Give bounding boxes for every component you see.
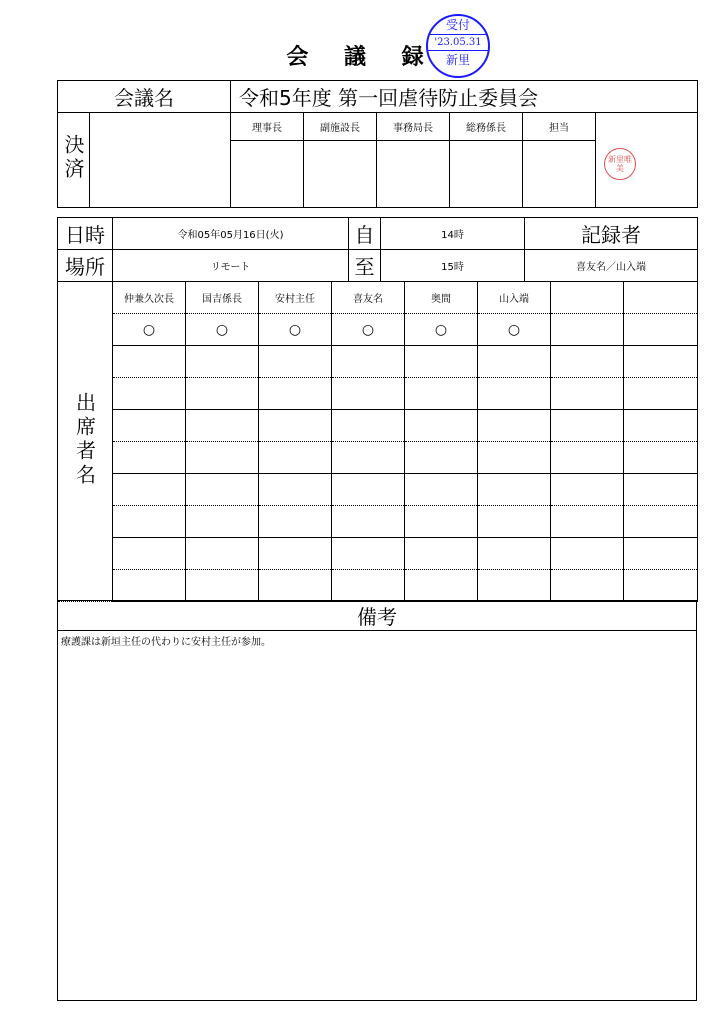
- attendance-mark: ○: [113, 314, 186, 346]
- attendance-mark: ○: [186, 314, 259, 346]
- to-label: 至: [349, 250, 381, 282]
- blank-row: [58, 538, 698, 570]
- recorder-label: 記録者: [525, 218, 698, 250]
- meeting-approval-table: [57, 80, 698, 208]
- approval-box-deputy: [304, 141, 377, 208]
- blank-row: [58, 506, 698, 538]
- place-value: リモート: [113, 250, 349, 282]
- attendees-label: 出席者名: [72, 391, 97, 488]
- attendees-table: [57, 281, 698, 602]
- attendee-name: 山入端: [478, 282, 551, 314]
- stamp-bottom: 新里: [445, 53, 470, 67]
- blank-row: [58, 570, 698, 602]
- approval-label-cell: [58, 113, 90, 208]
- approval-blank: [90, 113, 231, 208]
- attendance-mark: ○: [332, 314, 405, 346]
- recorder-value: 喜友名／山入端: [525, 250, 698, 282]
- date-label: 日時: [58, 218, 113, 250]
- approval-box-chairman: [231, 141, 304, 208]
- remarks-text: 療護課は新垣主任の代わりに安村主任が参加。: [58, 631, 697, 1001]
- meeting-name-label: 会議名: [58, 81, 231, 113]
- blank-row: [58, 474, 698, 506]
- approval-seal-cell: [596, 113, 698, 208]
- from-label: 自: [349, 218, 381, 250]
- blank-row: [58, 442, 698, 474]
- attendance-mark: [624, 314, 698, 346]
- remarks-table: [57, 600, 697, 1001]
- from-value: 14時: [381, 218, 525, 250]
- remarks-label: 備考: [58, 601, 697, 631]
- approval-col-general-affairs: 総務係長: [450, 113, 523, 141]
- approval-label: 決済: [61, 134, 85, 182]
- attendance-mark: ○: [405, 314, 478, 346]
- attendees-label-cell: [58, 282, 113, 602]
- approval-box-secretary: [377, 141, 450, 208]
- reception-stamp: [426, 14, 490, 78]
- attendee-name: 喜友名: [332, 282, 405, 314]
- blank-row: [58, 410, 698, 442]
- attendee-name: [624, 282, 698, 314]
- document-title: 会 議 録: [286, 45, 438, 70]
- attendee-name: 仲兼久次長: [113, 282, 186, 314]
- stamp-date: '23.05.31: [428, 34, 488, 51]
- approval-col-chairman: 理事長: [231, 113, 304, 141]
- schedule-table: [57, 217, 698, 282]
- attendee-name: 国吉係長: [186, 282, 259, 314]
- approval-col-deputy: 副施設長: [304, 113, 377, 141]
- to-value: 15時: [381, 250, 525, 282]
- personal-seal-icon: 新里唯美: [604, 148, 636, 180]
- attendance-mark: ○: [259, 314, 332, 346]
- approval-box-general-affairs: [450, 141, 523, 208]
- approval-col-secretary: 事務局長: [377, 113, 450, 141]
- place-label: 場所: [58, 250, 113, 282]
- approval-box-staff: [523, 141, 596, 208]
- attendance-mark: [551, 314, 624, 346]
- stamp-top: 受付: [445, 18, 470, 32]
- attendee-name: 奥間: [405, 282, 478, 314]
- attendee-name: 安村主任: [259, 282, 332, 314]
- meeting-name-value: 令和5年度 第一回虐待防止委員会: [231, 81, 698, 113]
- attendee-name: [551, 282, 624, 314]
- attendance-mark: ○: [478, 314, 551, 346]
- approval-col-staff: 担当: [523, 113, 596, 141]
- blank-row: [58, 378, 698, 410]
- date-value: 令和05年05月16日(火): [113, 218, 349, 250]
- blank-row: [58, 346, 698, 378]
